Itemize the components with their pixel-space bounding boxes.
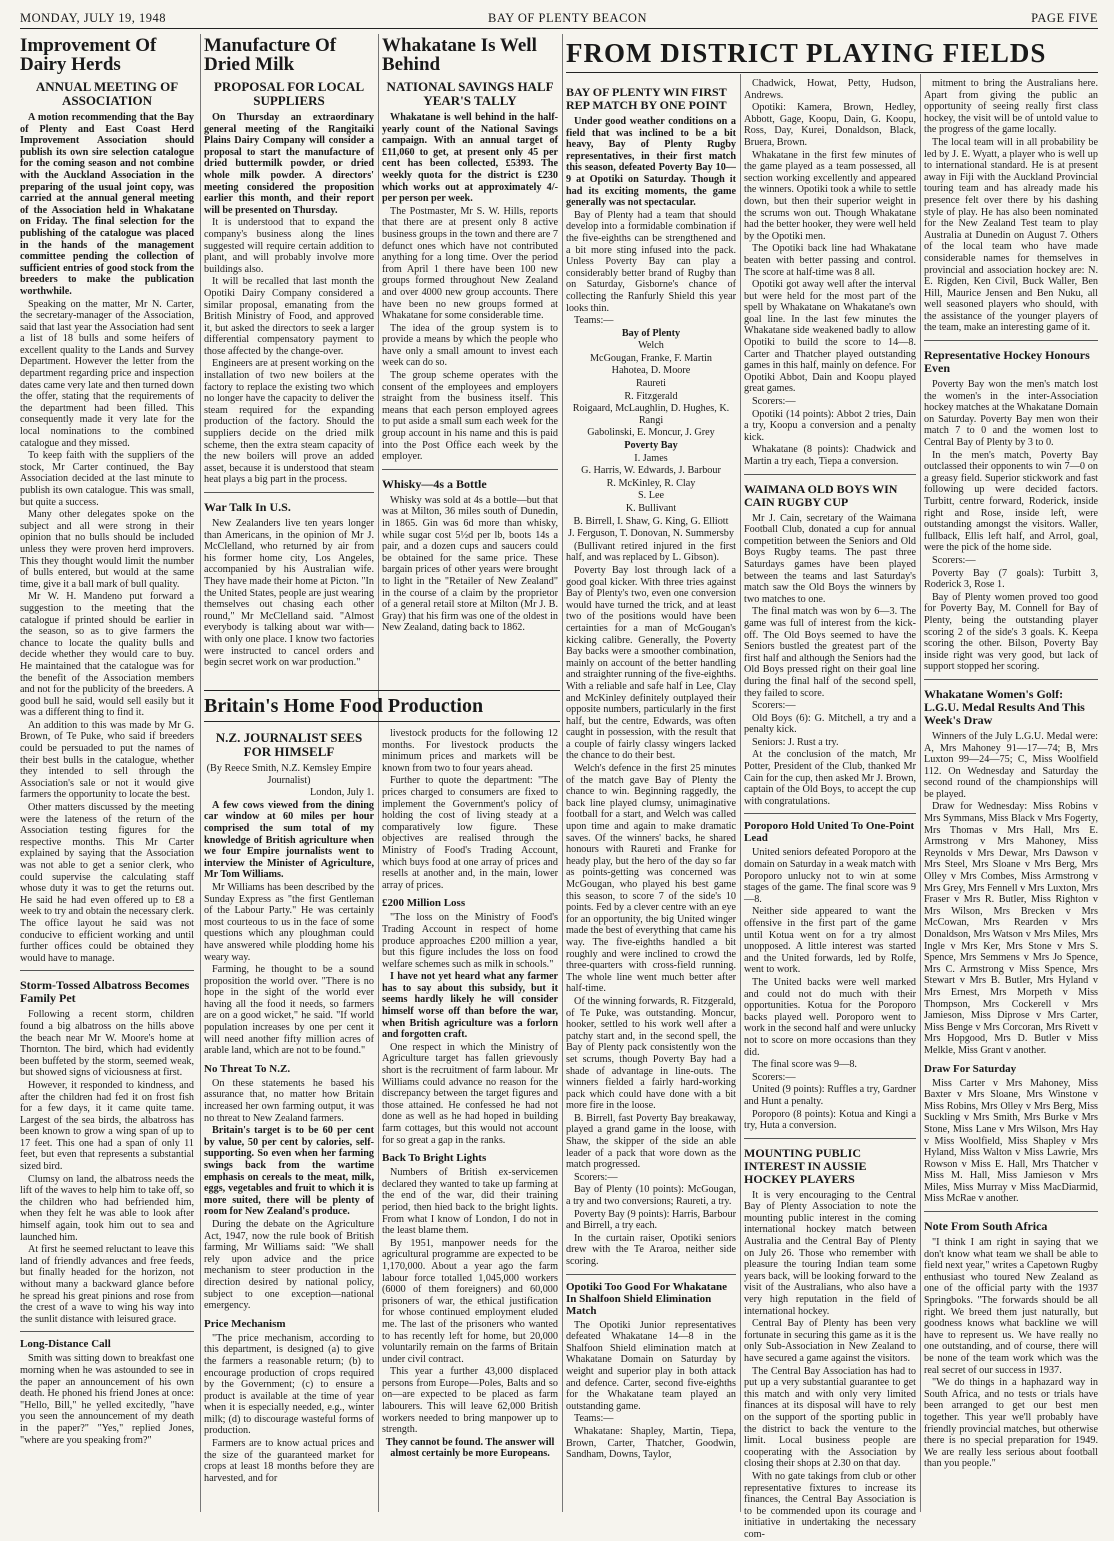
headline-home-food: Britain's Home Food Production [204,690,560,722]
column-rule [200,34,201,1512]
body-paragraph: An addition to this was made by Mr G. Brown, of Te Puke, who said if breeders could be persuaded to put the names of their best bulls in the catalogue, whether they intended to sell through the Association's sale or not it would give farmers the opportunity to locate the best. [20,719,194,801]
body-paragraph: Winners of the July L.G.U. Medal were: A, Mrs Mahoney 91—17—74; B, Mrs Luxton 99—24—75; C, Miss Woolfield 112. On Wednesday and Saturday the second round of the championships will be played. [924,730,1098,800]
headline-poroporo: Poroporo Hold United To One-Point Lead [744,820,915,845]
body-paragraph: mitment to bring the Australians here. Apart from giving the public an opportunity of seeing really first class hockey, the visit will be of untold value to the progress of the game locally. [924,78,1098,136]
body-paragraph: Central Bay of Plenty has been very fortunate in securing this game as it is the only Sub-Association in New Zealand to have secured a game against the visitors. [744,1318,916,1364]
separator [924,1211,1098,1212]
team-line: Welch [638,340,664,352]
body-paragraph: Of the winning forwards, R. Fitzgerald, of Te Puke, was outstanding. Moncur, hooker, settled to his work well after a patchy start and, in the second spell, the Bay of Plenty pack consistently won the set scrums, though Poverty Bay had a shade of advantage in line-outs. The winners fielded a fairly hard-working pack which could have done with a bit more fire in the loose. [566,995,736,1112]
body-paragraph: To keep faith with the suppliers of the stock, Mr Carter continued, the Bay Association decided at the last minute to publish its own catalogue. This was small, but quite a success. [20,450,194,508]
subhead-journalist: N.Z. JOURNALIST SEES FOR HIMSELF [215,730,363,759]
column-rule [378,34,379,1512]
body-paragraph: Whakatane in the first few minutes of the game played as a team possessed, all section working excellently and appeared the winners. Opotiki took a while to settle down, but then their superior weight in the scrums won out. Though Whakatane had the better hooker, they were well held by the Opotiki men. [744,149,916,242]
body-paragraph: Mr J. Cain, secretary of the Waimana Football Club, donated a cup for annual competition between the Seniors and Old Boys Rugby teams. The past three Saturdays games have been played between the teams and last Saturday's match saw the Old Boys the winners by two matches to one. [744,512,916,605]
team-name: Poverty Bay [624,440,678,452]
team-line: K. Bullivant [625,503,677,514]
lede-paragraph: A motion recommending that the Bay of Plenty and East Coast Herd Improvement Association should publish its own sire selection catalogue for the coming season and not combine with the Auckland Association in the preparing of the usual joint copy, was carried at the annual general meeting of the Association held in Whakatane on Friday. The final selection for the publishing of the catalogue was placed in the hands of the management committee pending the collection of sufficient entries of good stock from the breeders to make the publication worthwhile. [20,112,194,297]
body-paragraph: The final score was 9—8. [752,1059,857,1071]
headline-dried-milk: Manufacture Of Dried Milk [204,35,337,75]
body-paragraph: Clumsy on land, the albatross needs the lift of the waves to help him to take off, so the children who had befriended him, when they felt he was able to look after himself again, took him out to sea and launched him. [20,1173,194,1243]
body-paragraph: Chadwick, Howat, Petty, Hudson, Andrews. [744,78,916,101]
body-paragraph: This year a further 43,000 displaced persons from Europe—Poles, Balts and so on—are expected to be placed as farm labourers. This will leave 62,000 British workers needed to bring manpower up to strength. [382,1366,558,1436]
body-paragraph: Farmers are to know actual prices and the size of the guaranteed market for crops at least 18 months before they are harvested, and for [204,1438,374,1484]
headline-dairy-herds: Improvement Of Dairy Herds [20,35,157,75]
headline-war-talk: War Talk In U.S. [204,500,291,514]
body-paragraph: Mr Williams has been described by the Sunday Express as "the first Gentleman of the Labour Party." He was certainly most courteous to us in the face of some questions which any ploughman could have answered while plodding home his weary way. [204,881,374,963]
team-line: R. Fitzgerald [624,390,678,402]
subhead-draw-saturday: Draw For Saturday [924,1062,1017,1075]
team-line: R. McKinley, R. Clay [606,477,696,489]
body-paragraph: The Central Bay Association has had to put up a very substantial guarantee to get this match and with only very limited finances at its disposal will have to rely on the support of the sporting public in the district to back the venture to the limit. Local business people are cooperating with the Association by closing their shops at 2.30 on that day. [744,1365,916,1470]
column-rule [562,34,563,1512]
column-home-food-left [204,728,374,1512]
team-line: G. Harris, W. Edwards, J. Barbour [581,465,721,477]
team-line: B. Birrell, I. Shaw, G. King, G. Elliott [573,515,729,527]
column-rugby [566,78,736,1512]
bold-paragraph: They cannot be found. The answer will almost certainly be more Europeans. [385,1436,555,1460]
headline-bay-of-plenty-win: BAY OF PLENTY WIN FIRST REP MATCH BY ONE POINT [566,85,727,112]
team-line: Roigaard, McLaughlin, D. Hughes, K. Rangi [572,403,730,426]
body-paragraph: Scorers:— [932,554,976,566]
body-paragraph: The Opotiki back line had Whakatane beaten with better passing and control. The score at half-time was 8 all. [744,243,916,278]
body-paragraph: Following a recent storm, children found a big albatross on the hills above the beach near Mr W. Moore's home at Thornton. The bird, which had evidently been buffeted by the storm, seemed weak, but showed signs of viciousness at first. [20,1009,194,1079]
body-paragraph: The final match was won by 6—3. The game was full of interest from the kick-off. The Old Boys seemed to have the Seniors bustled the greatest part of the first half and although the Seniors had the Old Boys pressed right on their goal line during the final half of the second spell, they failed to score. [744,606,916,699]
headline-representative-hockey: Representative Hockey Honours Even [924,348,1090,376]
body-paragraph: It is understood that to expand the company's business along the lines suggested will require certain addition to plant, and will probably involve more buildings also. [204,217,374,275]
body-paragraph: In the men's match, Poverty Bay outclassed their opponents to win 7—0 on a greasy field. Superior stickwork and fast following up were decided factors. Turbitt, centre forward, Roderick, inside right and Rose, inside left, were outstanding amongst the visitors. Waller, fullback, Ellis left half, and Arrol, goal, were the pick of the home side. [924,449,1098,554]
body-paragraph: Other matters discussed by the meeting were the lateness of the return of the Association testing figures for the respective months. This Mr Carter explained by saying that the Association was not able to get a senior clerk, who could supervise the calculating staff whose duty it was to get the returns out. He said he had even offered up to £8 a week to try and obtain the necessary clerk. The office layout he said was not conducive to efficient working and until further offices could be obtained they would have to manage. [20,802,194,964]
body-paragraph: Scorers:— [752,1071,796,1083]
body-paragraph: United seniors defeated Poroporo at the domain on Saturday in a weak match with Poroporo unlucky not to win at some stages of the game. The final score was 9—8. [744,847,916,905]
body-paragraph: The group scheme operates with the consent of the employees and employers straight from the business itself. This means that each person employed agrees to put aside a small sum each week for the group account in his name and this is paid into the Post Office each week by the employer. [382,370,558,463]
subhead-no-threat: No Threat To N.Z. [204,1062,291,1075]
body-paragraph: Teams:— [574,315,614,327]
dateline: London, July 1. [310,787,374,799]
body-paragraph: Poroporo (8 points): Kotua and Kingi a try, Huta a conversion. [744,1108,916,1132]
separator [566,1274,736,1275]
headline-aussie-hockey: MOUNTING PUBLIC INTEREST IN AUSSIE HOCKEY PLAYERS [744,1145,867,1186]
headline-whisky: Whisky—4s a Bottle [382,476,487,491]
headline-womens-golf: Whakatane Women's Golf: L.G.U. Medal Results And This Week's Draw [924,686,1085,727]
subhead-loss: £200 Million Loss [382,897,466,910]
separator [20,1331,194,1332]
body-paragraph: Poverty Bay (9 points): Harris, Barbour and Birrell, a try each. [566,1208,736,1232]
body-paragraph: Engineers are at present working on the installation of two new boilers at the factory to replace the existing two which no longer have the capacity to deliver the steam required for the expanding production of the factory. Should the suppliers decide on the dried milk scheme, then the extra steam capacity of the new boilers will prove an added asset, because it is understood that steam heat plays a big part in the process. [204,358,374,486]
body-paragraph: Whisky was sold at 4s a bottle—but that was at Milton, 36 miles south of Dunedin, in 1865. Gin was 6d more than whisky, while sugar cost 5½d per lb, boots 14s a pair, and a dozen cups and saucers could be obtained for the same price. These bargain prices of other years were brought to light in the "Retailer of New Zealand" in the course of a claim by the proprietor of a general retail store at Milton (Mr J. B. Gray) that his firm was one of the oldest in New Zealand, dating back to 1862. [382,494,558,634]
headline-whakatane-behind: Whakatane Is Well Behind [382,35,537,75]
body-paragraph: Speaking on the matter, Mr N. Carter, the secretary-manager of the Association, said that last year the Association had sent a list of 18 bulls and some heifers of excellent quality to the Lands and Survey Department. However the letter from the department regarding price and inspection dates came very late and then turned down the offer, stating that the requirements of the department had been filled. This consequently made it very late for the local nominations to the combined catalogue and they missed. [20,298,194,449]
body-paragraph: Poverty Bay won the men's match lost the women's in the inter-Association hockey matches at the Whakatane Domain on Saturday. Poverty Bay men won their match 7 to 0 and the women lost to Central Bay of Plenty by 3 to 0. [924,379,1098,449]
body-paragraph: Opotiki: Kamera, Brown, Hedley, Abbott, Gage, Koopu, Dain, G. Koopu, Ross, Day, Kurei, Donaldson, Black, Bruera, Brown. [744,102,916,148]
body-paragraph: (Bullivant retired injured in the first half, and was replaced by L. Gibson). [566,540,736,564]
column-rule [920,74,921,1512]
body-paragraph: One respect in which the Ministry of Agriculture target has fallen grievously short is the recruitment of farm labour. Mr Williams could advance no reason for the discrepancy between the target figures and those attained. He confessed he had not done as well as he had hoped in building farm cottages, but this would not account for so great a gap in the ranks. [382,1041,558,1146]
team-name: Bay of Plenty [621,327,681,339]
headline-albatross: Storm-Tossed Albatross Becomes Family Pet [20,978,190,1006]
column-rugby-hockey [744,78,916,1540]
body-paragraph: Smith was sitting down to breakfast one morning when he was astounded to see in the paper an announcement of his own death. He phoned his friend Jones at once: "Hello, Bill," he yelled excitedly, "have you seen the announcement of my death in the paper?" "Yes," replied Jones, "where are you speaking from?" [20,1353,194,1446]
column-whakatane-savings [382,34,558,684]
body-paragraph: Poverty Bay lost through lack of a good goal kicker. With three tries against Bay of Plenty's two, even one conversion would have turned the trick, and at least two of the positions would have been certainties for a man of McGougan's kicking calibre. Generally, the Poverty Bay backs were a smoother combination, mainly on account of the better handling and straighter running of the five-eighths. With a reliable and safe half in Lee, Clay and McKinley definitely outplayed their opposite numbers, particularly in the first half, but the centre, Edwards, was often caught in possession, with the result that a couple of fairly classy wingers lacked the chance to do their best. [566,564,736,762]
column-rule [740,74,741,1512]
separator [382,469,558,470]
bold-paragraph: I have not yet heard what any farmer has to say about this subsidy, but it seems hardly likely he will consider himself worse off than before the war, when British agriculture was a forlorn and forgotten craft. [382,971,558,1041]
body-paragraph: Poverty Bay (7 goals): Turbitt 3, Roderick 3, Rose 1. [924,567,1098,591]
body-paragraph: Further to quote the department: "The prices charged to consumers are fixed to implement the Government's policy of holding the cost of living steady at a comparatively low figure. These objectives are realised through the Ministry of Food's Trading Account, which buys food at one array of prices and resells at another and, in the main, lower array of prices. [382,775,558,891]
column-dairy-herds [20,34,194,1512]
body-paragraph: Opotiki got away well after the interval but were held for the most part of the spell by Whakatane on Whakatane's own goal line. In the last few minutes the Whakatane side weakened badly to allow Opotiki to build the score to 14—8. Carter and Thatcher played outstanding games in this half, mainly on defence. For Opotiki Abbot, Dain and Koopu played great games. [744,279,916,395]
body-paragraph: However, it responded to kindness, and after the children had fed it on frost fish for a few days, it it came quite tame. Largest of the sea birds, the albatross has been known to grow a wing span of up to 17 feet. This one had a span of only 11 feet, but even that represents a substantial sized bird. [20,1079,194,1173]
body-paragraph: Opotiki (14 points): Abbot 2 tries, Dain a try, Koopu a conversion and a penalty kick. [744,408,916,443]
body-paragraph: New Zealanders live ten years longer than Americans, in the opinion of Mr J. McClelland, who returned by air from his former home city, Los Angeles, accompanied by his Australian wife. They have made their home at Picton. "In the United States, people are just wearing themselves out chasing each other round," Mr McClelland said. "Almost everybody is talking about war with—with only one place. I know two factories were instructed to cancel orders and begin secret work on war production." [204,518,374,669]
body-paragraph: Scorers:— [752,700,796,712]
body-paragraph: Neither side appeared to want the offensive in the first part of the game until Kotua went on for a try almost unopposed. A little interest was started and the United forwards, led by Rolfe, went to work. [744,906,916,976]
column-home-food-right [382,728,558,1512]
body-paragraph: Seniors: J. Rust a try. [752,736,839,748]
separator [744,1138,916,1139]
team-line: Gabolinski, E. Moncur, J. Grey [587,427,715,439]
body-paragraph: On these statements he based his assurance that, no matter how Britain increased her own farming output, it was no threat to New Zealand farmers. [204,1077,374,1124]
team-line: Hahotea, D. Moore [611,365,691,377]
body-paragraph: B. Birrell, fast Poverty Bay breakaway, played a grand game in the loose, with Shaw, the skipper of the side an able leader of a pack that wore down as the match progressed. [566,1112,736,1171]
body-paragraph: At the conclusion of the match, Mr Potter, President of the Club, thanked Mr Cain for the cup, then asked Mr J. Brown, captain of the Old Boys, to accept the cup with congratulations. [744,749,916,807]
headline-opotiki-too-good: Opotiki Too Good For Whakatane In Shalfoon Shield Elimination Match [566,1280,727,1317]
body-paragraph: Draw for Wednesday: Miss Robins v Mrs Symmans, Miss Black v Mrs Fogerty, Mrs Thomas v Mrs Hall, Mrs E. Armstrong v Mrs Mahoney, Miss Reynolds v Mrs Dewar, Mrs Dawson v Mrs Steel, Mrs Sloane v Mrs Berg, Mrs Olley v Mrs Combes, Miss Armstrong v Mrs Grey, Mrs Fennell v Mrs Luxton, Mrs Fraser v Mrs R. Butler, Miss Righton v Mrs Wilson, Mrs Brecken v Mrs McCowan, Mrs Rearden v Mrs Donaldson, Mrs Watson v Mrs Miles, Mrs Ingle v Mrs Ker, Mrs Stone v Mrs S. Spence, Mrs Semmens v Mrs Jo Spence, Mrs C. Armstrong v Miss Spence, Mrs Stewart v Mrs B. Butler, Mrs Hyland v Mrs Ernest, Mrs Morpeth v Miss Thompson, Mrs Cockerell v Mrs Jamieson, Miss Diprose v Mrs Carter, Miss Benge v Mrs Corcoran, Mrs Rivett v Mrs Hopgood, Mrs D. Butler v Miss Melkle, Miss Grant v another. [924,801,1098,1056]
separator [744,813,916,814]
separator [744,474,916,475]
headline-south-africa: Note From South Africa [924,1219,1048,1234]
body-paragraph: Whakatane (8 points): Chadwick and Martin a try each, Tiepa a conversion. [744,444,916,467]
body-paragraph: In the curtain raiser, Opotiki seniors drew with the Te Araroa, neither side scoring. [566,1232,736,1267]
body-paragraph: It will be recalled that last month the Opotiki Dairy Company considered a similar proposal, emanating from the British Ministry of Food, and approved it, but asked the directors to seek a larger differential compensatory payment to those affected by the change-over. [204,276,374,357]
subhead-price-mechanism: Price Mechanism [204,1317,286,1330]
team-line: I. James [634,452,668,464]
body-paragraph: Numbers of British ex-servicemen declared they wanted to take up farming at the end of the war, did their training period, then hied back to the bright lights. From what I know of London, I do not in the least blame them. [382,1167,558,1237]
body-paragraph: During the debate on the Agriculture Act, 1947, now the rule book of British farming, Mr Williams said: "We shall rely upon advice and the price mechanism to steer production in the direction desired by national policy, subject to one exception—national emergency. [204,1218,374,1312]
body-paragraph: Whakatane: Shapley, Martin, Tiepa, Brown, Carter, Thatcher, Goodwin, Sandham, Downs, Taylor, [566,1425,736,1461]
body-paragraph: Farming, he thought to be a sound proposition the world over. "There is no hope in the sight of the world ever having all the food it needs, so farmers are on a good wicket," he said. "If world population increases by one per cent it will need another fifty million acres of arable land, which are not to be found." [204,964,374,1057]
lede-paragraph: On Thursday an extraordinary general meeting of the Rangitaiki Plains Dairy Company will consider a proposal to start the manufacture of dried buttermilk powder, or dried whole milk powder. A directors' meeting considered the proposition earlier this month, and their report will be presented on Thursday. [204,112,374,216]
subhead-savings-tally: NATIONAL SAVINGS HALF YEAR'S TALLY [386,79,554,108]
body-paragraph: Miss Carter v Mrs Mahoney, Miss Baxter v Mrs Sloane, Mrs Winstone v Miss Robins, Mrs Olley v Mrs Berg, Miss Suckling v Mrs Smith, Mrs Burke v Mrs Stone, Miss Lane v Mrs Wilson, Mrs Hay v Miss Woolfield, Miss Shapley v Mrs Hyland, Miss Walton v Miss Lawrie, Mrs Rowson v Miss E. Hall, Mrs Thatcher v Miss M. Hall, Miss Jamieson v Mrs Miles, Miss Murray v Miss MacDiarmid, Miss McRae v another. [924,1077,1098,1205]
body-paragraph: Scorers:— [752,396,796,408]
lede-paragraph: Under good weather conditions on a field that was inclined to be a bit heavy, Bay of Plenty Rugby representatives, in their first match this season, defeated Poverty Bay 10—9 at Opotiki on Saturday. Though it had its exciting moments, the game generally was not spectacular. [566,116,736,209]
body-paragraph: The Postmaster, Mr S. W. Hills, reports that there are at present only 8 active business groups in the town and there are 7 defunct ones which have not contributed anything for a long time. Over the period from April 1 there have been 100 new groups formed throughout New Zealand and over 4000 new group accounts. There have been no new groups formed at Whakatane for some considerable time. [382,205,558,322]
team-line: Raureti [636,378,666,390]
body-paragraph: "The loss on the Ministry of Food's Trading Account in respect of home produce approaches £200 million a year, but this figure includes the loss on food welfare schemes such as milk in schools." [382,912,558,970]
column-dried-milk [204,34,374,684]
body-paragraph: At first he seemed reluctant to leave this land of friendly advances and free feeds, but finally headed for the horizon, not without many a backward glance before he spread his great pinions and rose from the crest of a wave to wing his way into the sunlit distance with leisured grace. [20,1244,194,1325]
body-paragraph: The Opotiki Junior representatives defeated Whakatane 14—8 in the Shalfoon Shield elimination match at Whakatane Domain on Saturday by weight and superior play in both attack and defence. Carter, second five-eighths for the Whakatane team played an outstanding game. [566,1319,736,1412]
body-paragraph: Old Boys (6): G. Mitchell, a try and a penalty kick. [744,712,916,736]
body-paragraph: Welch's defence in the first 25 minutes of the match gave Bay of Plenty the chance to win. Beginning raggedly, the back line played clumsy, unimaginative football for a start, and Welch was called upon time and again to make dramatic saves. Of the winners' backs, he shared honours with Raureti and Franke for heady play, but the hero of the day so far as points-getting was concerned was McGougan, who played his best game this season, to score 7 of the side's 10 points. Fed by a clever centre with an eye for an opportunity, the big United winger made the best of everything that came his way. The five-eighths handled a bit roughly and were inclined to crowd the three-quarters with cross-field running. The whole line went much better after half-time. [566,763,736,995]
body-paragraph: "We do things in a haphazard way in South Africa, and no tests or trials have been arranged to get our best men together. This year we'll probably have friendly provincial matches, but otherwise there is no special preparation for 1949. We are really less serious about football than you people." [924,1377,1098,1470]
body-paragraph: It is very encouraging to the Central Bay of Plenty Association to note the mounting public interest in the coming international hockey match between Australia and the Central Bay of Plenty on July 26. Those who remember with pleasure the touring Indian team some years back, will be looking forward to the visit of the Australians, who also have a very high reputation in the field of international hockey. [744,1189,916,1317]
body-paragraph: By 1951, manpower needs for the agricultural programme are expected to be 1,170,000. About a year ago the farm labour force totalled 1,045,000 workers (6000 of them foreigners) and 60,000 prisoners of war, the ethical justification for whose continued employment eluded me. The last of the prisoners who wanted to has recently left for home, but 20,000 voluntarily remain on the farms of Britain under civil contract. [382,1237,558,1365]
headline-long-distance-call: Long-Distance Call [20,1338,111,1351]
body-paragraph: Bay of Plenty (10 points): McGougan, a try and two conversions; Raureti, a try. [566,1184,736,1208]
lede-paragraph: A few cows viewed from the dining car window at 60 miles per hour comprised the sum total of my knowledge of British agriculture when we four Empire journalists went to interview the Minister of Agriculture, Mr Tom Williams. [204,799,374,881]
body-paragraph: Scorers:— [574,1171,618,1183]
body-paragraph: "I think I am right in saying that we don't know what team we shall be able to field next year," writes a Capetown Rugby enthusiast who toured New Zealand as one of the official party with the 1937 Springboks. "The forwards should be all right. We breed them just naturally, but goodness knows what backline we will have to represent us. We have really no one outstanding, and of course, there will be none of the team work which was the real secret of our success in 1937. [924,1237,1098,1376]
body-paragraph: Bay of Plenty had a team that should develop into a formidable combination if the five-eighths can be strengthened and a bit more sting infused into the pack. Unless Poverty Bay can play a considerably better brand of Rugby than on Saturday, Gisborne's chance of collecting the Ranfurly Shield this year looks thin. [566,209,736,314]
team-line: J. Ferguson, T. Donovan, N. Summersby [568,528,734,540]
lede-paragraph: Whakatane is well behind in the half-yearly count of the National Savings campaign. With an annual target of £11,060 to get, at present only 45 per cent has been collected, £5393. The weekly quota for the district is £230 which works out at approximately 4/- per person per week. [382,112,558,205]
body-paragraph: The local team will in all probability be led by J. E. Wyatt, a player who is well up to international standard. He is at present away in Fiji with the Auckland Provincial touring team and has already made his presence felt over there by his dashing style of play. He has also been nominated for the New Zealand Test team to play Australia at Dunedin on August 7. Others of the local team who have made considerable names for themselves in provincial and association hockey are: N. E. Rigden, Ken Civil, Buck Waller, Ben Hill, Maurice Jensen and Ben Nuku, all well seasoned players who should, with the assistance of the younger players of the team, make an interesting game of it. [924,136,1098,334]
body-paragraph: With no gate takings from club or other representative fixtures to increase its finances, the Central Bay Association is to be commended upon its courage and initiative in undertaking the necessary com- [744,1470,916,1540]
body-paragraph: Many other delegates spoke on the subject and all were strong in their opinion that no bulls should be included unless they were proven herd improvers. This they thought would limit the number of bulls entered, but would at the same time, give it a ball mark of bull quality. [20,509,194,590]
body-paragraph: Teams:— [574,1413,614,1425]
body-paragraph: The idea of the group system is to provide a means by which the people who have only a small amount to invest each week can do so. [382,322,558,369]
subhead-local-suppliers: PROPOSAL FOR LOCAL SUPPLIERS [213,79,365,108]
bold-paragraph: Britain's target is to be 60 per cent by value, 50 per cent by calories, self-supporting. So even when her farming swings back from the wartime emphasis on cereals to the meat, milk, eggs, vegetables and fruit to which it is more suited, there will be plenty of room for New Zealand's produce. [204,1125,374,1218]
body-paragraph: Mr W. H. Mandeno put forward a suggestion to the meeting that the catalogue if printed should be earlier in the season, so as to give farmers the chance to locate the quality bulls and decide whether they would care to buy. He maintained that the catalogue was for the benefit of the Association members and not for the publicity of the breeders. A good bull he said, would sell easily but it was a different thing to find it. [20,591,194,719]
masthead [20,8,1098,29]
body-paragraph: The United backs were well marked and could not do much with their opportunities. Kotua for the Poroporo backs played well. Poroporo went to work in the second half and were unlucky not to score on more occasions than they did. [744,976,916,1058]
byline: (By Reece Smith, N.Z. Kemsley Empire Journalist) [206,763,372,786]
team-line: McGougan, Franke, F. Martin [590,352,712,364]
separator [20,970,194,971]
headline-waimana-old-boys: WAIMANA OLD BOYS WIN CAIN RUGBY CUP [744,481,898,509]
team-line: S. Lee [637,490,665,502]
masthead-date: MONDAY, JULY 19, 1948 [20,11,166,25]
separator [924,679,1098,680]
body-paragraph: Bay of Plenty women proved too good for Poverty Bay, M. Connell for Bay of Plenty, being the outstanding player scoring 2 of the side's 3 goals. K. Keepa scoring the other. Bilson, Poverty Bay inside right was very good, but lack of support stopped her scoring. [924,591,1098,673]
subhead-annual-meeting: ANNUAL MEETING OF ASSOCIATION [35,79,179,108]
body-paragraph: livestock products for the following 12 months. For livestock products the minimum prices and markets will be known from two to four years ahead. [382,728,558,774]
separator [204,492,374,493]
separator [924,340,1098,341]
body-paragraph: United (9 points): Ruffles a try, Gardner and Hunt a penalty. [744,1084,916,1107]
headline-district-playing-fields: FROM DISTRICT PLAYING FIELDS [566,38,1098,73]
subhead-bright-lights: Back To Bright Lights [382,1152,487,1165]
body-paragraph: "The price mechanism, according to this department, is designed (a) to give the farmers a reasonable return; (b) to encourage production of crops required by the Government; (c) to ensure a product is available at the time of year when it is especially needed, e.g., winter milk; (d) to discourage wasteful forms of production. [204,1332,374,1437]
column-hockey-golf [924,78,1098,1512]
masthead-page: PAGE FIVE [1031,11,1098,25]
masthead-paper: BAY OF PLENTY BEACON [488,11,647,25]
